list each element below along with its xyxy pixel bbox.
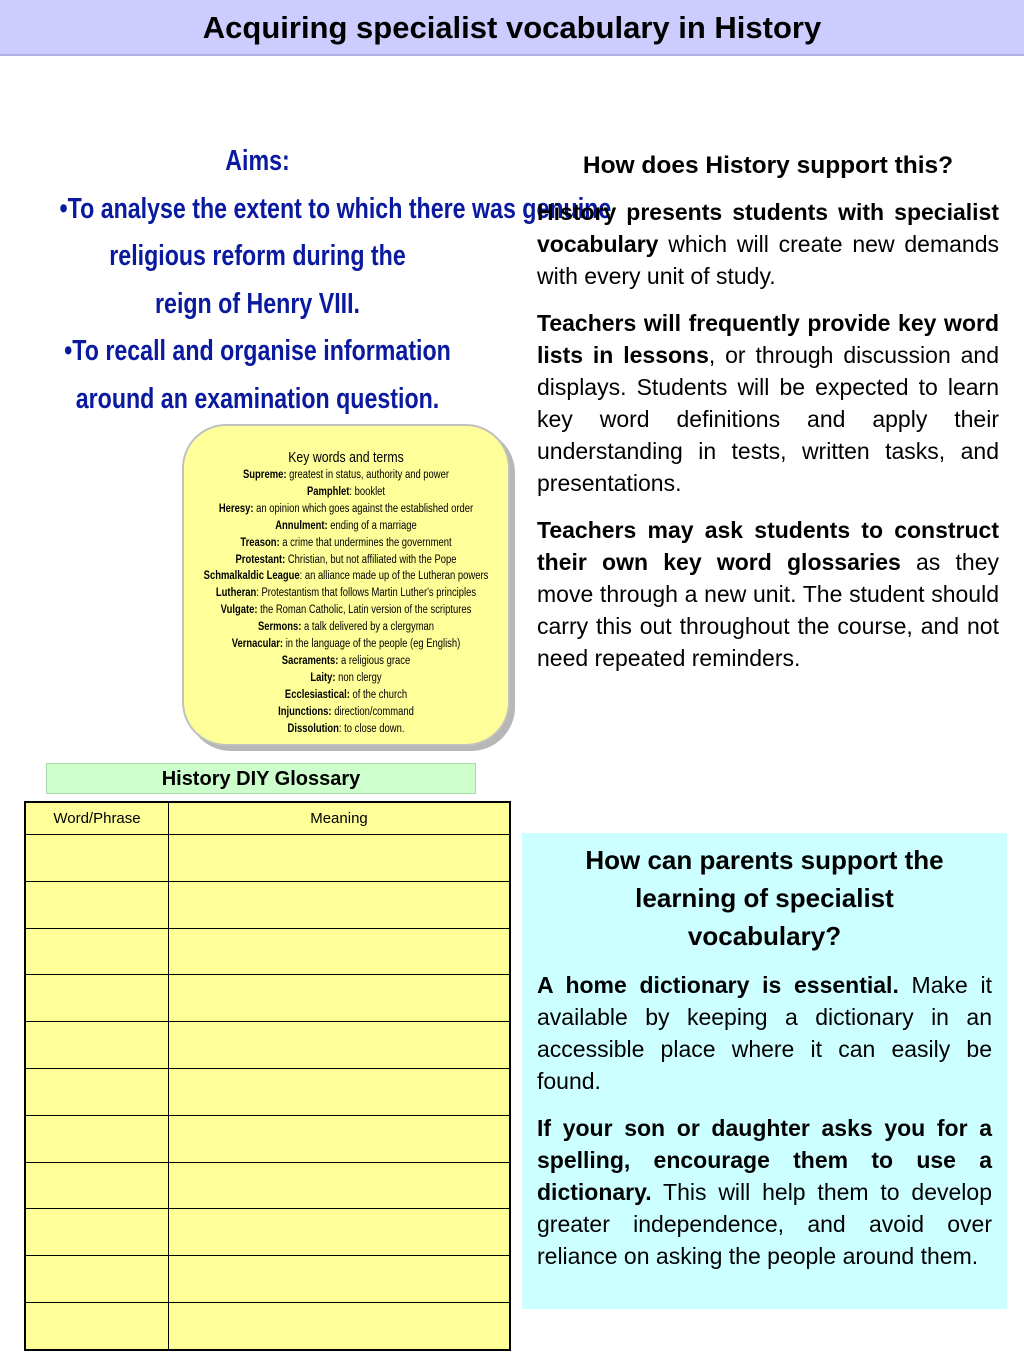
glossary-word-cell (25, 1068, 169, 1115)
aims-line: •To analyse the extent to which there was genuine (59, 192, 612, 225)
key-word-term: Vulgate: (220, 604, 258, 617)
key-word-term: Ecclesiastical: (284, 688, 350, 701)
key-word-definition: of the church (349, 688, 408, 701)
key-word-definition: ending of a marriage (327, 519, 417, 532)
key-word-term: Heresy: (218, 502, 254, 515)
parents-support-heading (537, 841, 992, 955)
parents-bold-text: If your son or daughter asks you for a spelling, encourage them to use a dictionary. (537, 1115, 992, 1205)
column-header-meaning: Meaning (169, 802, 511, 835)
key-word-definition: : an alliance made up of the Lutheran powers (299, 570, 489, 583)
glossary-row (25, 1068, 510, 1115)
glossary-word-cell (25, 928, 169, 975)
key-word-term: Sermons: (257, 621, 302, 634)
parents-support-panel (522, 833, 1007, 1309)
key-word-entry (186, 552, 506, 569)
glossary-meaning-cell (169, 975, 511, 1022)
key-word-entry (186, 687, 506, 704)
glossary-word-cell (25, 881, 169, 928)
glossary-row (25, 1256, 510, 1303)
glossary-meaning-cell (169, 1115, 511, 1162)
glossary-meaning-cell (169, 881, 511, 928)
key-word-term: Laity: (310, 671, 336, 684)
key-word-term: Protestant: (235, 553, 286, 566)
key-word-definition: : to close down. (338, 722, 405, 735)
key-word-term: Lutheran (215, 587, 257, 600)
parents-paragraph (537, 969, 992, 1097)
glossary-row (25, 1302, 510, 1349)
glossary-header-row (25, 802, 510, 835)
glossary-meaning-cell (169, 835, 511, 882)
key-word-definition: a religious grace (338, 654, 411, 667)
key-word-definition: direction/command (331, 705, 414, 718)
key-word-entry (186, 721, 506, 738)
support-text: which will create new demands with every unit of study. (537, 231, 999, 289)
parents-text: Make it available by keeping a dictionary in an accessible place where it can easily be found. (537, 972, 992, 1094)
parents-heading-line: How can parents support the learning of specialist (585, 845, 944, 913)
glossary-meaning-cell (169, 1302, 511, 1349)
parents-bold-text: A home dictionary is essential. (537, 972, 899, 998)
key-word-term: Sacraments: (281, 654, 339, 667)
key-word-entry (186, 535, 506, 552)
key-word-definition: : booklet (349, 485, 386, 498)
support-bold-text: History presents students with specialist vocabulary (537, 199, 999, 257)
glossary-word-cell (25, 1209, 169, 1256)
parents-text: This will help them to develop greater independence, and avoid over reliance on asking the people around them. (537, 1179, 992, 1269)
glossary-row (25, 1022, 510, 1069)
page-title: Acquiring specialist vocabulary in History (0, 0, 1024, 56)
key-word-definition: in the language of the people (eg English) (283, 638, 461, 651)
support-paragraph (537, 196, 999, 292)
key-word-entry (186, 602, 506, 619)
glossary-word-cell (25, 1115, 169, 1162)
aims-line: •To recall and organise information (64, 335, 451, 367)
key-word-entry (186, 467, 506, 484)
glossary-word-cell (25, 1302, 169, 1349)
key-word-term: Pamphlet (306, 485, 350, 498)
key-word-entry (186, 670, 506, 687)
glossary-row (25, 835, 510, 882)
aims-line: Aims: (225, 145, 290, 177)
aims-line: around an examination question. (75, 382, 440, 415)
glossary-row (25, 1162, 510, 1209)
key-word-definition: greatest in status, authority and power (286, 469, 449, 481)
glossary-word-cell (25, 835, 169, 882)
history-support-heading: How does History support this? (582, 152, 954, 179)
key-word-definition: : Protestantism that follows Martin Luther's principles (256, 587, 477, 600)
key-word-term: Supreme: (243, 469, 287, 481)
key-word-term: Dissolution (287, 722, 339, 735)
parents-paragraph (537, 1112, 992, 1272)
glossary-meaning-cell (169, 928, 511, 975)
glossary-meaning-cell (169, 1256, 511, 1303)
aims-line: reign of Henry VIII. (155, 287, 360, 320)
key-word-entry (186, 568, 506, 585)
support-paragraph (537, 307, 999, 499)
glossary-row (25, 975, 510, 1022)
glossary-word-cell (25, 1256, 169, 1303)
key-word-term: Vernacular: (231, 638, 284, 651)
key-word-term: Treason: (240, 536, 280, 549)
key-word-entry (186, 518, 506, 535)
glossary-word-cell (25, 975, 169, 1022)
glossary-word-cell (25, 1022, 169, 1069)
glossary-row (25, 1209, 510, 1256)
history-support-section (537, 148, 999, 689)
glossary-table (24, 801, 511, 1351)
aims-line: religious reform during the (109, 240, 406, 272)
key-word-definition: non clergy (335, 671, 382, 684)
key-word-definition: a talk delivered by a clergyman (301, 621, 435, 634)
support-bold-text: Teachers may ask students to construct their own key word glossaries (537, 517, 999, 575)
glossary-meaning-cell (169, 1022, 511, 1069)
key-word-entry (186, 704, 506, 721)
key-word-entry (186, 585, 506, 602)
key-words-panel (182, 424, 510, 746)
aims-block (59, 138, 612, 423)
glossary-row (25, 881, 510, 928)
support-paragraph (537, 514, 999, 674)
key-words-heading: Key words and terms (288, 449, 404, 466)
glossary-meaning-cell (169, 1068, 511, 1115)
glossary-meaning-cell (169, 1162, 511, 1209)
key-word-term: Schmalkaldic League (203, 570, 300, 583)
key-word-entry (186, 619, 506, 636)
key-word-term: Annulment: (275, 519, 328, 532)
glossary-row (25, 928, 510, 975)
key-word-definition: an opinion which goes against the established order (253, 502, 474, 515)
key-word-term: Injunctions: (278, 705, 332, 718)
parents-heading-line: vocabulary? (687, 921, 842, 951)
glossary-word-cell (25, 1162, 169, 1209)
glossary-meaning-cell (169, 1209, 511, 1256)
support-text: as they move through a new unit. The student should carry this out throughout the course, and not need repeated reminders. (537, 549, 999, 671)
key-word-definition: a crime that undermines the government (279, 536, 452, 549)
support-bold-text: Teachers will frequently provide key word lists in lessons (537, 310, 999, 368)
glossary-title: History DIY Glossary (46, 763, 476, 794)
key-word-definition: the Roman Catholic, Latin version of the scriptures (257, 604, 472, 617)
glossary-row (25, 1115, 510, 1162)
support-text: , or through discussion and displays. Students will be expected to learn key word definitions and apply their understanding in tests, written tasks, and presentations. (537, 342, 999, 496)
column-header-word: Word/Phrase (25, 802, 169, 835)
key-word-entry (186, 484, 506, 501)
key-word-definition: Christian, but not affiliated with the Pope (285, 553, 457, 566)
key-word-entry (186, 653, 506, 670)
key-word-entry (186, 636, 506, 653)
key-word-entry (186, 501, 506, 518)
